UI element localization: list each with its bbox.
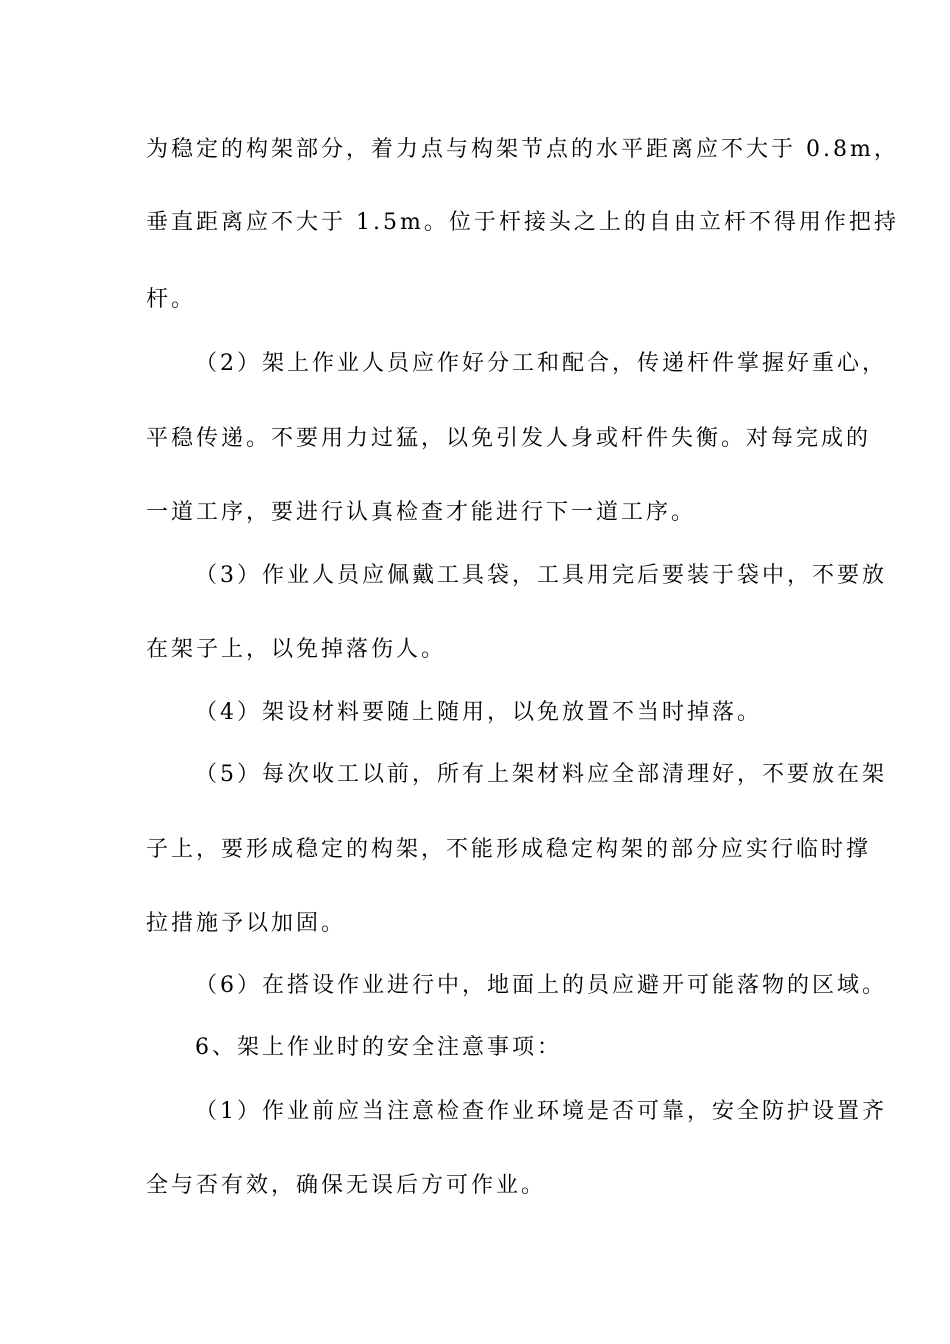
text-line: （5）每次收工以前，所有上架材料应全部清理好，不要放在架	[195, 762, 887, 787]
text-line: 在架子上，以免掉落伤人。	[146, 637, 447, 662]
section-heading: 6、架上作业时的安全注意事项：	[195, 1035, 562, 1060]
text-line: （6）在搭设作业进行中，地面上的员应避开可能落物的区域。	[195, 973, 887, 998]
text-line: 为稳定的构架部分，着力点与构架节点的水平距离应不大于 0.8m，	[146, 137, 899, 162]
text-line: 一道工序，要进行认真检查才能进行下一道工序。	[146, 500, 697, 525]
text-line: 平稳传递。不要用力过猛，以免引发人身或杆件失衡。对每完成的	[146, 426, 872, 451]
text-line: （4）架设材料要随上随用，以免放置不当时掉落。	[195, 700, 762, 725]
text-line: 垂直距离应不大于 1.5m。位于杆接头之上的自由立杆不得用作把持	[146, 210, 899, 235]
text-line: 子上，要形成稳定的构架，不能形成稳定构架的部分应实行临时撑	[146, 837, 872, 862]
text-line: （2）架上作业人员应作好分工和配合，传递杆件掌握好重心，	[195, 351, 887, 376]
text-line: 杆。	[146, 287, 197, 312]
text-line: （1）作业前应当注意检查作业环境是否可靠，安全防护设置齐	[195, 1099, 887, 1124]
text-line: 全与否有效，确保无误后方可作业。	[146, 1173, 547, 1198]
text-line: （3）作业人员应佩戴工具袋，工具用完后要装于袋中，不要放	[195, 563, 887, 588]
text-line: 拉措施予以加固。	[146, 911, 347, 936]
